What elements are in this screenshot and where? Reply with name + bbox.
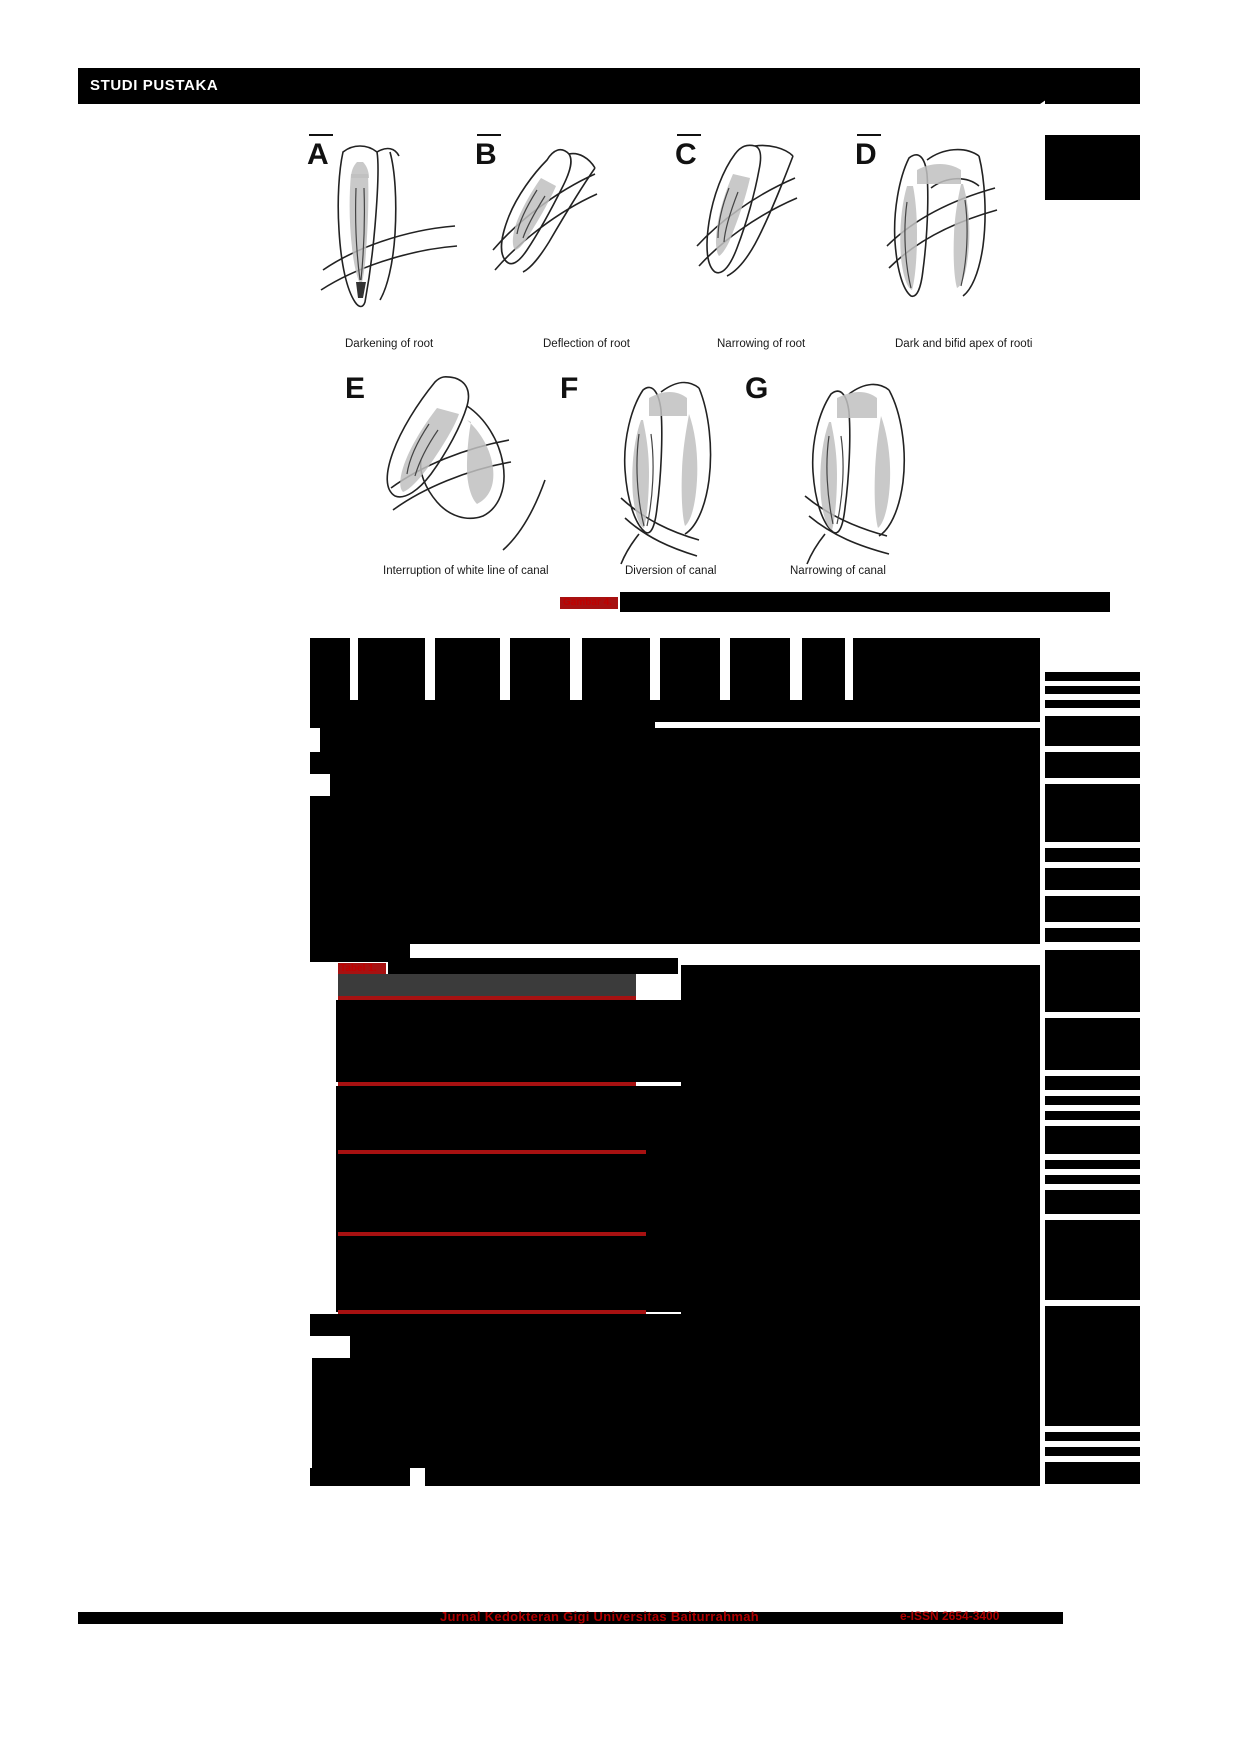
- margin-bar-10: [1045, 928, 1140, 942]
- panel-caption-c: Narrowing of root: [717, 338, 806, 350]
- table-body-block-4: [336, 1236, 681, 1312]
- margin-bar-17: [1045, 1160, 1140, 1169]
- figure-label: Gambar 4.: [563, 597, 612, 608]
- figure-row2-illustrations: [295, 368, 1065, 588]
- margin-bar-6: [1045, 784, 1140, 842]
- panel-caption-f: Diversion of canal: [625, 565, 717, 577]
- table-header-row: [338, 974, 636, 996]
- margin-bar-11: [1045, 950, 1140, 1012]
- margin-bar-13: [1045, 1076, 1140, 1090]
- panel-caption-d: Dark and bifid apex of rooti: [895, 338, 1033, 350]
- body-paragraph-block-5: [330, 774, 1040, 796]
- figure-caption-redacted: [620, 592, 1110, 612]
- panel-letter-a: A: [307, 138, 329, 171]
- table-body-block-1: [336, 1000, 681, 1082]
- body-paragraph-block-13: [310, 1468, 410, 1486]
- table-label: Tabel 1.: [340, 963, 377, 974]
- body-paragraph-block-14: [425, 1468, 1040, 1486]
- margin-bar-22: [1045, 1432, 1140, 1441]
- footer-issn: e-ISSN 2654-3400: [900, 1609, 1000, 1623]
- margin-bar-4: [1045, 716, 1140, 746]
- margin-bar-20: [1045, 1220, 1140, 1300]
- body-paragraph-block-2b: [655, 700, 1040, 722]
- margin-bar-14: [1045, 1096, 1140, 1105]
- panel-letter-d: D: [855, 138, 877, 171]
- body-paragraph-block-8: [410, 922, 685, 944]
- margin-bar-7: [1045, 848, 1140, 862]
- table-body-block-3: [336, 1154, 681, 1236]
- panel-caption-e: Interruption of white line of canal: [383, 565, 549, 577]
- body-paragraph-block-2: [310, 700, 655, 728]
- margin-bar-5: [1045, 752, 1140, 778]
- margin-bar-8: [1045, 868, 1140, 890]
- margin-bar-21: [1045, 1306, 1140, 1426]
- margin-bar-12: [1045, 1018, 1140, 1070]
- table-caption-redacted: [388, 958, 678, 974]
- panel-letter-b: B: [475, 138, 497, 171]
- footer-journal-name: Jurnal Kedokteran Gigi Universitas Baiturrahmah: [440, 1609, 759, 1624]
- body-paragraph-block-3: [320, 728, 1040, 752]
- header-side-tab: [1045, 68, 1140, 104]
- margin-bar-15: [1045, 1111, 1140, 1120]
- margin-bar-16: [1045, 1126, 1140, 1154]
- body-paragraph-block-9: [685, 922, 1040, 944]
- body-paragraph-block-11: [350, 1336, 1040, 1358]
- panel-letter-f: F: [560, 372, 579, 405]
- body-paragraph-block-4: [310, 752, 1040, 774]
- margin-bar-24: [1045, 1462, 1140, 1484]
- page-title: STUDI PUSTAKA: [90, 77, 219, 94]
- panel-caption-b: Deflection of root: [543, 338, 630, 350]
- body-paragraph-block-12: [312, 1358, 1040, 1468]
- body-paragraph-block-10: [310, 1314, 1040, 1336]
- margin-bar-18: [1045, 1175, 1140, 1184]
- margin-bar-1: [1045, 672, 1140, 681]
- figure-tooth-radiograph-signs: [295, 120, 1065, 590]
- margin-bar-9: [1045, 896, 1140, 922]
- panel-caption-g: Narrowing of canal: [790, 565, 886, 577]
- figure-row1-illustrations: [295, 130, 1065, 360]
- margin-bar-2: [1045, 686, 1140, 694]
- panel-letter-e: E: [345, 372, 366, 405]
- panel-letter-c: C: [675, 138, 697, 171]
- margin-bar-19: [1045, 1190, 1140, 1214]
- panel-caption-a: Darkening of root: [345, 338, 434, 350]
- header-band: [78, 68, 1040, 104]
- panel-letter-g: G: [745, 372, 769, 405]
- margin-bar-23: [1045, 1447, 1140, 1456]
- margin-bar-3: [1045, 700, 1140, 708]
- right-column-block-1: [681, 965, 1040, 1315]
